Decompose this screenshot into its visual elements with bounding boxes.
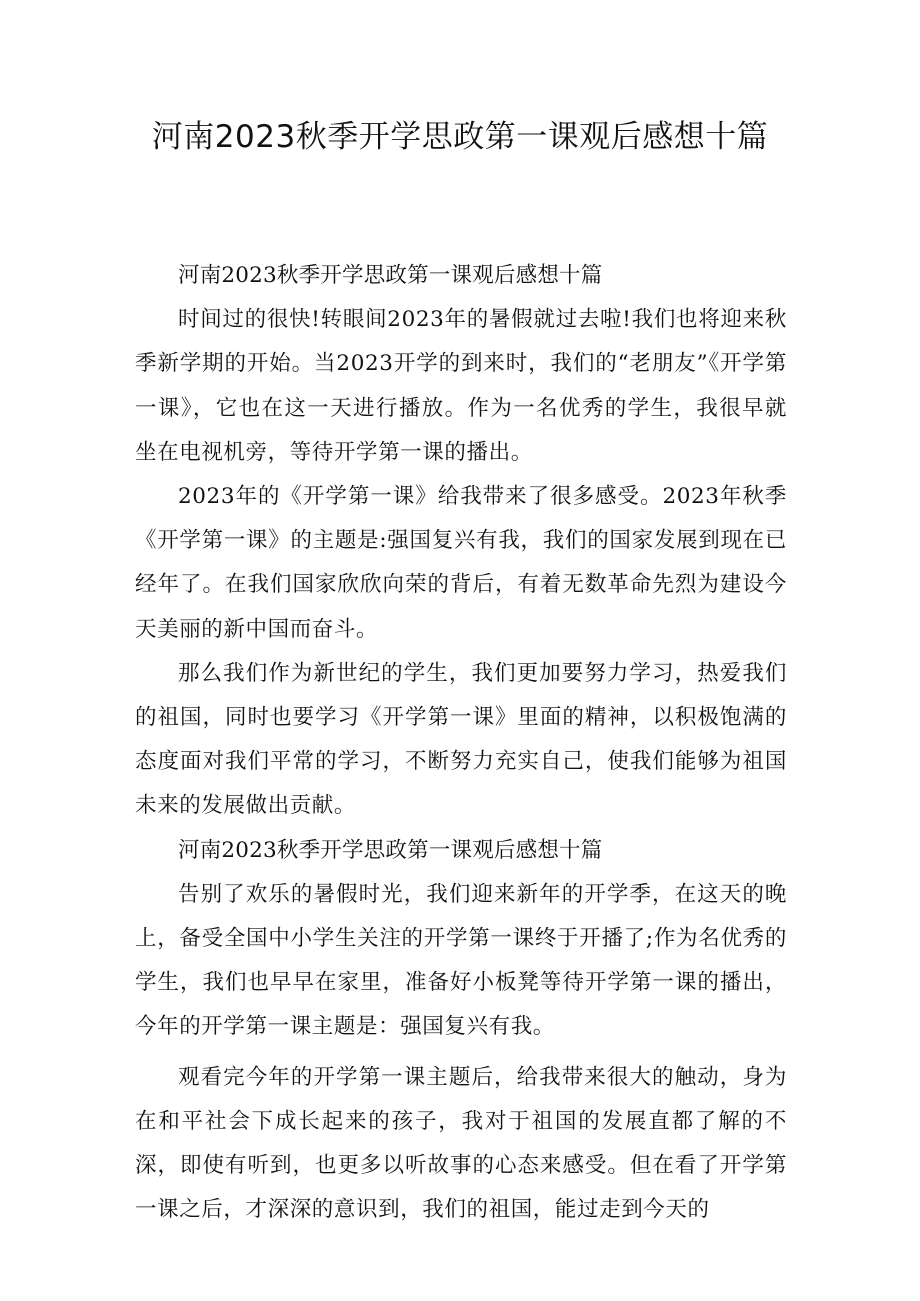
paragraph-4: 告别了欢乐的暑假时光，我们迎来新年的开学季，在这天的晚上，备受全国中小学生关注的开学第一课终于开播了;作为名优秀的学生，我们也早早在家里，准备好小板凳等待开学第一课的播出，今年的开学第一课主题是：强国复兴有我。	[135, 881, 787, 1040]
paragraph-repeated-title: 河南2023秋季开学思政第一课观后感想十篇	[178, 263, 603, 288]
paragraph-5: 观看完今年的开学第一课主题后，给我带来很大的触动，身为在和平社会下成长起来的孩子，我对于祖国的发展直都了解的不深，即使有听到，也更多以听故事的心态来感受。但在看了开学第一课之后，才深深的意识到，我们的祖国，能过走到今天的	[135, 1064, 787, 1223]
paragraph-3: 那么我们作为新世纪的学生，我们更加要努力学习，热爱我们的祖国，同时也要学习《开学第一课》里面的精神，以积极饱满的态度面对我们平常的学习，不断努力充实自己，使我们能够为祖国未来的发展做出贡献。	[135, 660, 787, 819]
document-body	[135, 254, 787, 1232]
paragraph-repeated-title-2: 河南2023秋季开学思政第一课观后感想十篇	[178, 837, 603, 863]
paragraph-1: 时间过的很快!转眼间2023年的暑假就过去啦!我们也将迎来秋季新学期的开始。当2023开学的到来时，我们的“老朋友”《开学第一课》，它也在这一天进行播放。作为一名优秀的学生，我很早就坐在电视机旁，等待开学第一课的播出。	[135, 307, 787, 465]
document-title: 河南2023秋季开学思政第一课观后感想十篇	[151, 119, 769, 155]
paragraph-2: 2023年的《开学第一课》给我带来了很多感受。2023年秋季《开学第一课》的主题是:强国复兴有我，我们的国家发展到现在已经年了。在我们国家欣欣向荣的背后，有着无数革命先烈为建设今天美丽的新中国而奋斗。	[135, 484, 787, 642]
